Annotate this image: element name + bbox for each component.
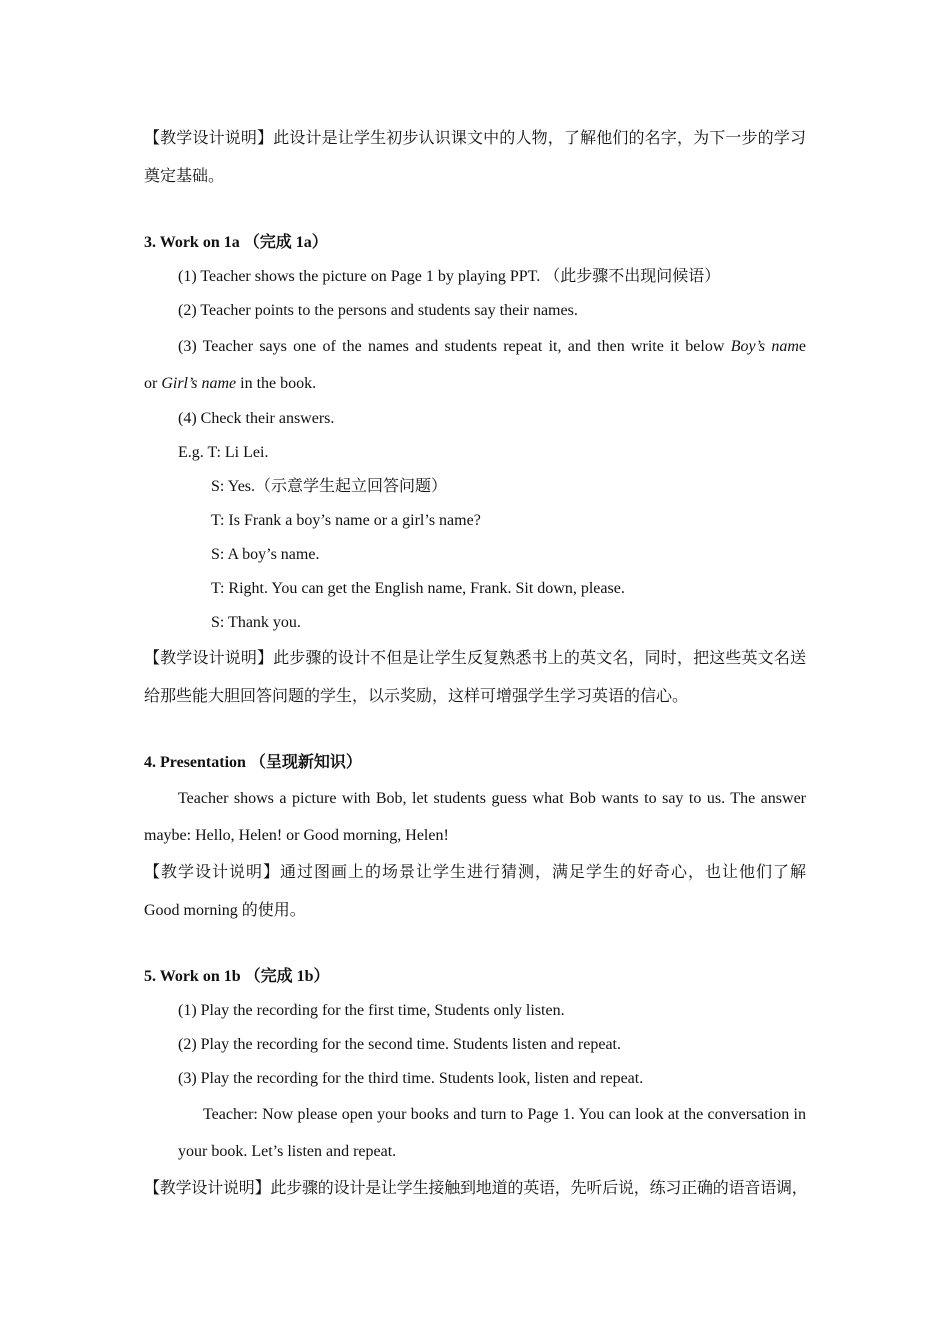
dialogue-line: S: A boy’s name.: [211, 546, 320, 563]
s5-step-3: (3) Play the recording for the third time. Students look, listen and repeat.: [178, 1070, 644, 1087]
design-note-4: 【教学设计说明】通过图画上的场景让学生进行猜测，满足学生的好奇心，也让他们了解 Good morning 的使用。: [144, 864, 806, 919]
s3-step-3-girl: Girl’s name: [161, 375, 237, 392]
section-5-heading: 5. Work on 1b （完成 1b）: [144, 968, 330, 985]
design-note-5: 【教学设计说明】此步骤的设计是让学生接触到地道的英语，先听后说，练习正确的语音语调，: [144, 1180, 808, 1197]
s3-step-4: (4) Check their answers.: [178, 410, 335, 427]
s3-step-3-e: e: [798, 338, 806, 355]
design-note-1: 【教学设计说明】此设计是让学生初步认识课文中的人物，了解他们的名字，为下一步的学习奠定基础。: [144, 130, 806, 185]
s3-step-2: (2) Teacher points to the persons and students say their names.: [178, 302, 578, 319]
dialogue-line: S: Thank you.: [211, 614, 301, 631]
s5-teacher-line: Teacher: Now please open your books and turn to Page 1. You can look at the conversation in your book. Let’s listen and repeat.: [178, 1106, 806, 1160]
s3-step-1: (1) Teacher shows the picture on Page 1 by playing PPT. （此步骤不出现问候语）: [178, 268, 721, 285]
dialogue-line: T: Is Frank a boy’s name or a girl’s name?: [211, 512, 481, 529]
s4-paragraph: Teacher shows a picture with Bob, let students guess what Bob wants to say to us. The answer maybe: Hello, Helen! or Good morning, Helen!: [144, 790, 806, 844]
s3-step-3-boy: Boy’s nam: [730, 338, 799, 355]
s3-step-3: [144, 328, 806, 402]
s5-step-1: (1) Play the recording for the first time, Students only listen.: [178, 1002, 565, 1019]
document-body: [144, 120, 806, 1208]
section-3-heading: 3. Work on 1a （完成 1a）: [144, 234, 328, 251]
s5-step-2: (2) Play the recording for the second time. Students listen and repeat.: [178, 1036, 621, 1053]
s3-example: E.g. T: Li Lei.: [178, 444, 269, 461]
s3-step-3-or: or: [144, 375, 162, 392]
s3-step-3-end: in the book.: [236, 375, 317, 392]
section-4-heading: 4. Presentation （呈现新知识）: [144, 754, 362, 771]
design-note-3: 【教学设计说明】此步骤的设计不但是让学生反复熟悉书上的英文名，同时，把这些英文名送给那些能大胆回答问题的学生，以示奖励，这样可增强学生学习英语的信心。: [144, 650, 806, 705]
s3-step-3-text: (3) Teacher says one of the names and students repeat it, and then write it below: [178, 338, 731, 355]
dialogue-line: S: Yes.（示意学生起立回答问题）: [211, 478, 448, 495]
dialogue-line: T: Right. You can get the English name, Frank. Sit down, please.: [211, 580, 625, 597]
